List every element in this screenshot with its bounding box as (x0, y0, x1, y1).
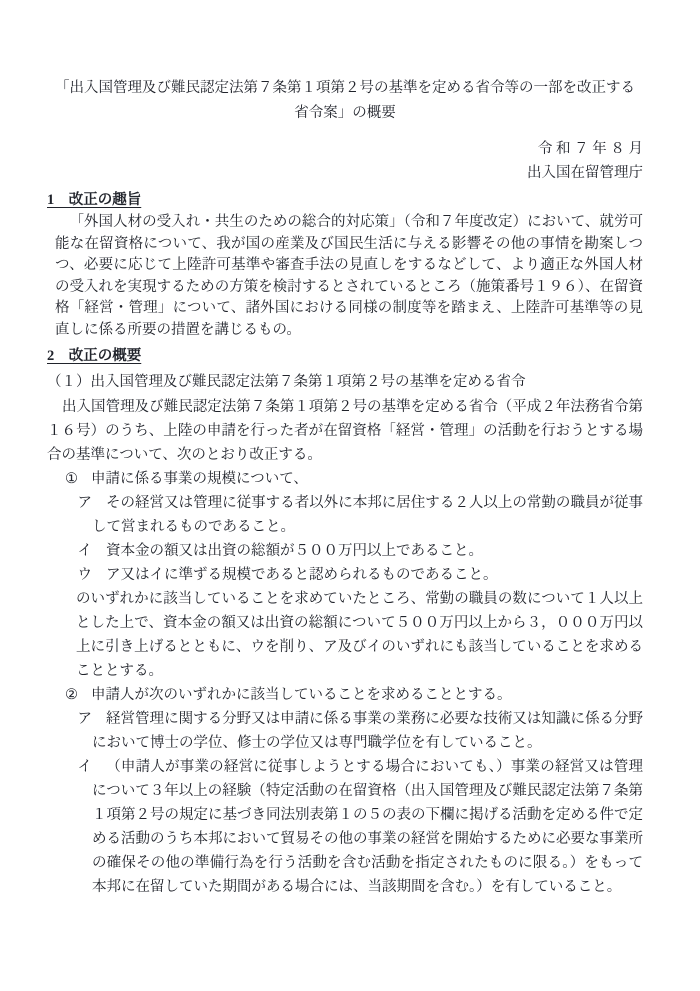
section-2-heading-text: 2 改正の概要 (47, 348, 142, 364)
title-line-1: 「出入国管理及び難民認定法第７条第１項第２号の基準を定める省令等の一部を改正する (55, 80, 635, 96)
issuing-agency: 出入国在留管理庁 (527, 165, 643, 181)
clause-1 (65, 467, 643, 491)
clause-1-item-u-marker: ウ (77, 566, 92, 583)
clause-2-item-a-text: 経営管理に関する分野又は申請に係る事業の業務に必要な技術又は知識に係る分野において博士の学位、修士の学位又は専門職学位を有していること。 (92, 710, 643, 751)
clause-1-marker: ① (65, 470, 78, 487)
subsection-1-body: 出入国管理及び難民認定法第７条第１項第２号の基準を定める省令（平成２年法務省令第１６号）のうち、上陸の申請を行った者が在留資格「経営・管理」の活動を行おうとする場合の基準について、次のとおり改正する。 (47, 398, 643, 463)
subsection-1-heading: （１）出入国管理及び難民認定法第７条第１項第２号の基準を定める省令 (47, 374, 526, 390)
clause-1-item-a-marker: ア (77, 494, 93, 511)
clause-1-item-i (77, 539, 643, 563)
section-1-body: 「外国人材の受入れ・共生のための総合的対応策」（令和７年度改定）において、就労可能な在留資格について、我が国の産業及び国民生活に与える影響その他の事情を勘案しつつ、必要に応じて上陸許可基準や審査手法の見直しをするなどして、より適正な外国人材の受入れを実現するための方策を検討するとされているところ（施策番号１９６）、在留資格「経営・管理」について、諸外国における同様の制度等を踏まえ、上陸許可基準等の見直しに係る所要の措置を講じるもの。 (55, 214, 643, 338)
clause-1-item-a-text: その経営又は管理に従事する者以外に本邦に居住する２人以上の常勤の職員が従事して営まれるものであること。 (92, 494, 643, 535)
clause-1-item-u (77, 563, 643, 587)
clause-1-text: 申請に係る事業の規模について、 (91, 470, 308, 487)
document-date: 令 和 ７ 年 ８ 月 (537, 141, 643, 157)
clause-2-text: 申請人が次のいずれかに該当していることを求めることとする。 (91, 686, 512, 703)
section-1-heading-text: 1 改正の趣旨 (47, 192, 142, 208)
title-line-2: 省令案」の概要 (294, 105, 396, 121)
clause-1-item-a (77, 491, 643, 539)
clause-2 (65, 683, 643, 707)
clause-1-item-i-marker: イ (77, 542, 92, 559)
clause-2-item-a-marker: ア (77, 710, 93, 727)
section-1-heading (47, 188, 643, 212)
section-2-heading (47, 344, 643, 368)
clause-2-item-i-text: （申請人が事業の経営に従事しようとする場合においても、）事業の経営又は管理について３年以上の経験（特定活動の在留資格（出入国管理及び難民認定法第７条第１項第２号の規定に基づき同法別表第１の５の表の下欄に掲げる活動を定める件で定める活動のうち本邦において貿易その他の事業の経営を開始するために必要な事業所の確保その他の準備行為を行う活動を含む活動を指定されたものに限る。）をもって本邦に在留していた期間がある場合には、当該期間を含む。）を有していること。 (92, 758, 644, 895)
clause-2-item-a (77, 707, 643, 755)
clause-2-marker: ② (65, 686, 78, 703)
clause-1-item-i-text: 資本金の額又は出資の総額が５００万円以上であること。 (106, 542, 483, 559)
clause-1-item-u-text: ア又はイに準ずる規模であると認められるものであること。 (106, 566, 498, 583)
document-title (47, 76, 643, 126)
clause-1-continuation: のいずれかに該当していることを求めていたところ、常勤の職員の数について１人以上とした上で、資本金の額又は出資の総額について５００万円以上から３，０００万円以上に引き上げるとともに、ウを削り、ア及びイのいずれにも該当していることを求めることとする。 (76, 590, 643, 679)
clause-2-item-i-marker: イ (77, 758, 93, 775)
date-agency-block (47, 137, 643, 185)
clause-2-item-i (77, 755, 644, 899)
